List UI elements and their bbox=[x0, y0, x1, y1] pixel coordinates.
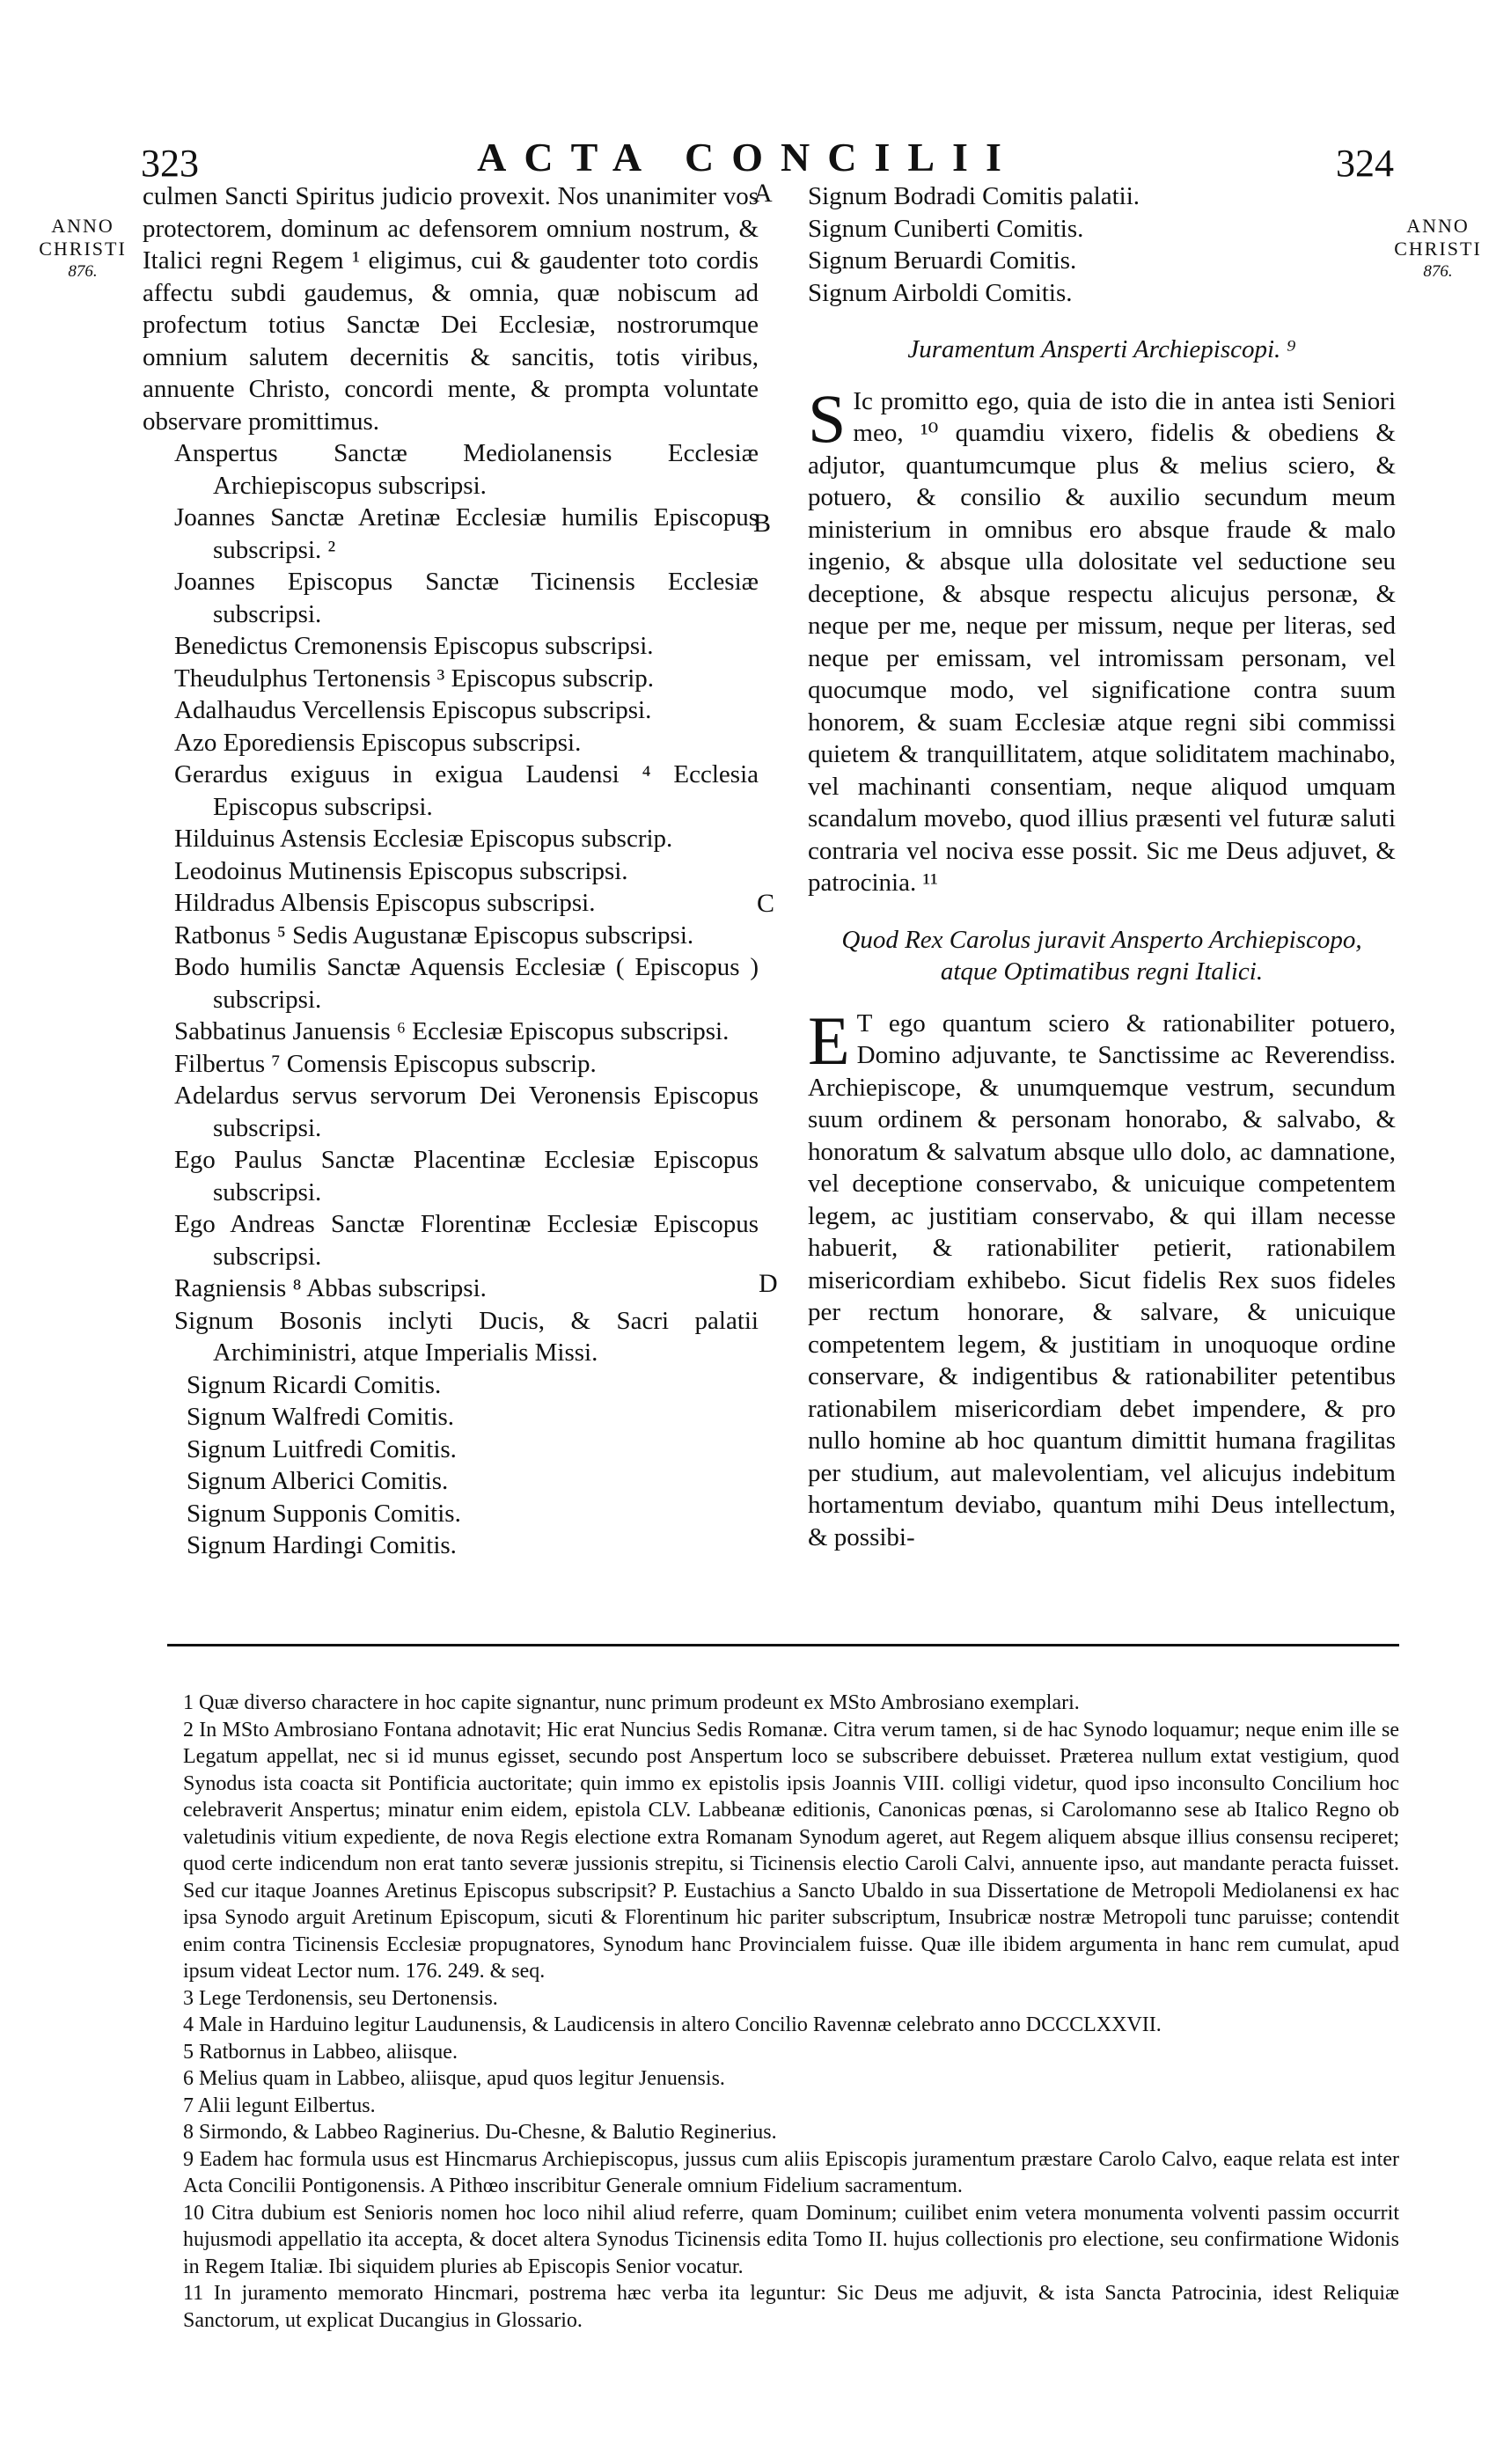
signum-line: Signum Beruardi Comitis. bbox=[808, 246, 1077, 275]
subscription-line: Sabbatinus Januensis ⁶ Ecclesiæ Episcopus subscripsi. bbox=[174, 1017, 730, 1045]
signum-line: Signum Alberici Comitis. bbox=[187, 1467, 449, 1495]
subscription-line: Joannes Episcopus Sanctæ Ticinensis Ecclesiæ subscripsi. bbox=[174, 568, 759, 628]
subscription-line: Hildradus Albensis Episcopus subscripsi. bbox=[174, 889, 596, 917]
signum-line: Signum Cuniberti Comitis. bbox=[808, 214, 1084, 243]
footnote: 5 Ratbornus in Labbeo, aliisque. bbox=[183, 2040, 458, 2064]
signum-line: Signum Ricardi Comitis. bbox=[187, 1370, 442, 1399]
subscription-line: Anspertus Sanctæ Mediolanensis Ecclesiæ Archiepiscopus subscripsi. bbox=[174, 439, 759, 500]
margin-date-left bbox=[30, 215, 136, 283]
subscription-line: Bodo humilis Sanctæ Aquensis Ecclesiæ ( Episcopus ) subscripsi. bbox=[174, 953, 759, 1014]
right-column bbox=[808, 180, 1396, 1553]
council-declaration: culmen Sancti Spiritus judicio provexit. Nos unanimiter vos protectorem, dominum ac defensorem omnium nostrum, & Italici regni Regem ¹ eligimus, cui & gaudenter toto cordis affectu subdi gaudemus, & omnia, quæ nobiscum ad profectum totius Sanctæ Dei Ecclesiæ, nostrorumque omnium salutem decernitis & sancitis, totis viribus, annuente Christo, concordi mente, & prompta voluntate observare promittimus. bbox=[143, 182, 759, 436]
margin-christi-label: CHRISTI bbox=[1394, 238, 1482, 260]
section-letter-c: C bbox=[757, 889, 775, 918]
footnote: 3 Lege Terdonensis, seu Dertonensis. bbox=[183, 1986, 498, 2010]
subscription-line: Adelardus servus servorum Dei Veronensis Episcopus subscripsi. bbox=[174, 1082, 759, 1142]
oath-carolus-text bbox=[808, 1001, 1396, 1554]
footnote: 9 Eadem hac formula usus est Hincmarus Archiepiscopus, jussus cum aliis Episcopis juramentum præstare Carolo Calvo, eaque relata est inter Acta Concilii Pontigonensis. A Pithœo inscribitur Generale omnium Fidelium sacramentum. bbox=[183, 2147, 1399, 2197]
subscription-line: Hilduinus Astensis Ecclesiæ Episcopus subscrip. bbox=[174, 825, 673, 853]
subscription-line: Filbertus ⁷ Comensis Episcopus subscrip. bbox=[174, 1049, 597, 1078]
drop-cap-e: E bbox=[808, 1001, 850, 1079]
section-letter-b: B bbox=[753, 509, 772, 538]
footnote: 7 Alii legunt Eilbertus. bbox=[183, 2094, 376, 2117]
subscription-line: Gerardus exiguus in exigua Laudensi ⁴ Ecclesia Episcopus subscripsi. bbox=[174, 760, 759, 821]
oath-heading-carolus-line2: atque Optimatibus regni Italici. bbox=[940, 957, 1264, 986]
signum-line: Signum Airboldi Comitis. bbox=[808, 278, 1073, 307]
section-letter-d: D bbox=[759, 1269, 778, 1298]
oath-heading-carolus-line1: Quod Rex Carolus juravit Ansperto Archiepiscopo, bbox=[841, 925, 1362, 954]
subscription-line: Ego Paulus Sanctæ Placentinæ Ecclesiæ Episcopus subscripsi. bbox=[174, 1146, 759, 1206]
footnotes bbox=[176, 1690, 1399, 2334]
margin-year-label: 876. bbox=[1423, 262, 1453, 281]
margin-year-label: 876. bbox=[68, 262, 98, 281]
margin-anno-label: ANNO bbox=[1406, 215, 1470, 237]
footnote: 4 Male in Harduino legitur Laudunensis, & Laudicensis in altero Concilio Ravennæ celebrato anno DCCCLXXVII. bbox=[183, 2013, 1162, 2036]
footnote: 10 Citra dubium est Senioris nomen hoc loco nihil aliud referre, quam Dominum; cuilibet enim vetera monumenta volventi passim occurrit hujusmodi appellatio ita accepta, & docet altera Synodus Ticinensis edita Tomo II. hujus collectionis pro electione, seu confirmatione Widonis in Regem Italiæ. Ibi siquidem pluries ab Episcopis Senior vocatur. bbox=[183, 2201, 1399, 2278]
subscription-line: Theudulphus Tertonensis ³ Episcopus subscrip. bbox=[174, 664, 654, 693]
page-number-right: 324 bbox=[1336, 142, 1394, 185]
subscription-line: Ragniensis ⁸ Abbas subscripsi. bbox=[174, 1274, 487, 1302]
subscription-line: Ego Andreas Sanctæ Florentinæ Ecclesiæ Episcopus subscripsi. bbox=[174, 1210, 759, 1271]
margin-christi-label: CHRISTI bbox=[39, 238, 127, 260]
signum-line: Signum Walfredi Comitis. bbox=[187, 1403, 455, 1431]
footnote: 11 In juramento memorato Hincmari, postrema hæc verba ita leguntur: Sic Deus me adjuvit, & ista Sancta Patrocinia, idest Reliquiæ Sanctorum, ut explicat Ducangius in Glossario. bbox=[183, 2282, 1399, 2332]
drop-cap-s: S bbox=[808, 379, 847, 457]
left-column bbox=[143, 180, 759, 1562]
signum-line: Signum Bodradi Comitis palatii. bbox=[808, 182, 1140, 210]
subscription-line: Leodoinus Mutinensis Episcopus subscripsi. bbox=[174, 856, 628, 885]
margin-anno-label: ANNO bbox=[51, 215, 114, 237]
subscription-line: Signum Bosonis inclyti Ducis, & Sacri palatii Archiministri, atque Imperialis Missi. bbox=[174, 1306, 759, 1367]
page-number-left: 323 bbox=[141, 142, 199, 185]
subscription-line: Ratbonus ⁵ Sedis Augustanæ Episcopus subscripsi. bbox=[174, 920, 694, 950]
oath-heading-anspert: Juramentum Ansperti Archiepiscopi. ⁹ bbox=[907, 335, 1296, 363]
signum-line: Signum Luitfredi Comitis. bbox=[187, 1434, 457, 1463]
oath-carolus-body: T ego quantum sciero & rationabiliter potuero, Domino adjuvante, te Sanctissime ac Reverendiss. Archiepiscope, & unumquemque vestrum, secundum suum ordinem & personam honorabo, & salvabo, & honoratum & salvatum absque ullo dolo, ac damnatione, vel deceptione conservabo, & unicuique competentem legem, ac justitiam conservabo, & qui illam necesse habuerit, & rationabiliter petierit, rationabilem misericordiam exhibebo. Sicut fidelis Rex suos fideles per rectum honorare, & salvare, & unicuique competentem legem, & justitiam in unoquoque ordine conservare, & indigentibus & rationabiliter petentibus rationabilem misericordiam debet impendere, & pro nullo homine ab hoc quantum dimittit humana fragilitas per studium, aut malevolentiam, vel alicujus indebitum hortamentum deviabo, quantum mihi Deus intellectum, & possibi- bbox=[808, 1008, 1396, 1551]
running-title: ACTA CONCILII bbox=[477, 135, 1019, 180]
oath-heading-carolus bbox=[808, 924, 1396, 988]
margin-date-right bbox=[1385, 215, 1491, 283]
subscription-line: Azo Eporediensis Episcopus subscripsi. bbox=[174, 728, 582, 757]
oath-anspert-body: Ic promitto ego, quia de isto die in antea isti Seniori meo, ¹⁰ quamdiu vixero, fidelis & obediens & adjutor, quantumcumque plus & melius sciero, & potuero, & consilio & auxilio secundum meum ministerium in omnibus ero absque fraude & malo ingenio, & absque ulla dolositate vel seductione seu deceptione, & absque respectu alicujus personæ, & neque per me, neque per missum, neque per literas, sed neque per emissam, vel intromissam personam, vel quocumque modo, vel significatione contra suum honorem, & suam Ecclesiæ atque regni sibi commissi quietem & tranquillitatem, atque soliditatem machinabo, vel machinanti consentiam, neque aliquod umquam scandalum movebo, quod illius præsenti vel futuræ saluti contraria vel nociva esse possit. Sic me Deus adjuvet, & patrocinia. ¹¹ bbox=[808, 386, 1396, 897]
signum-line: Signum Hardingi Comitis. bbox=[187, 1531, 457, 1559]
footnote: 2 In MSto Ambrosiano Fontana adnotavit; Hic erat Nuncius Sedis Romanæ. Citra verum tamen, si de hac Synodo loquamur; neque enim ille se Legatum appellat, nec si id munus egisset, secundo post Anspertum loco se subscribere debuisset. Præterea nullum extat vestigium, quod Synodus ista coacta sit Pontificia auctoritate; quin immo ex epistolis ipsis Joannis VIII. colligi videtur, quod ipso inconsulto Concilium hoc celebraverit Anspertus; minatur enim eidem, epistola CLV. Labbeanæ editionis, Canonicas pœnas, si Carolomanno sese ab Italico Regno ob valetudinis vitium expediente, de nova Regis electione extra Romanam Synodum ageret, aut Regem aliquem absque illius consensu reciperet; quod certe indicendum non erat tanto severæ jussionis strepitu, si Ticinensis electio Caroli Calvi, annuente ipso, aut mandante peracta fuisset. Sed cur itaque Joannes Aretinus Episcopus subscripsit? P. Eustachius a Sancto Ubaldo in sua Dissertatione de Metropoli Mediolanensi ex hac ipsa Synodo arguit Aretinum Episcopum, sicuti & Florentinum hic pariter subscriptum, Insubricæ nostræ Metropoli tunc paruisse; contendit enim contra Ticinensis Ecclesiæ propugnatores, Synodum hanc Provincialem fuisse. Quæ ille ibidem argumenta in hanc rem cumulat, apud ipsum videat Lector num. 176. 249. & seq. bbox=[183, 1718, 1399, 1983]
footnote: 6 Melius quam in Labbeo, aliisque, apud quos legitur Jenuensis. bbox=[183, 2067, 725, 2090]
footnote-divider bbox=[167, 1644, 1399, 1646]
signum-line: Signum Supponis Comitis. bbox=[187, 1499, 461, 1528]
subscription-line: Benedictus Cremonensis Episcopus subscripsi. bbox=[174, 632, 654, 660]
subscription-line: Adalhaudus Vercellensis Episcopus subscripsi. bbox=[174, 696, 652, 724]
subscription-line: Joannes Sanctæ Aretinæ Ecclesiæ humilis Episcopus subscripsi. ² bbox=[174, 503, 759, 564]
footnote: 8 Sirmondo, & Labbeo Raginerius. Du-Chesne, & Balutio Reginerius. bbox=[183, 2121, 777, 2144]
oath-anspert-text bbox=[808, 379, 1396, 899]
footnote: 1 Quæ diverso charactere in hoc capite signantur, nunc primum prodeunt ex MSto Ambrosiano exemplari. bbox=[183, 1691, 1080, 1714]
section-letter-a: A bbox=[753, 179, 773, 208]
